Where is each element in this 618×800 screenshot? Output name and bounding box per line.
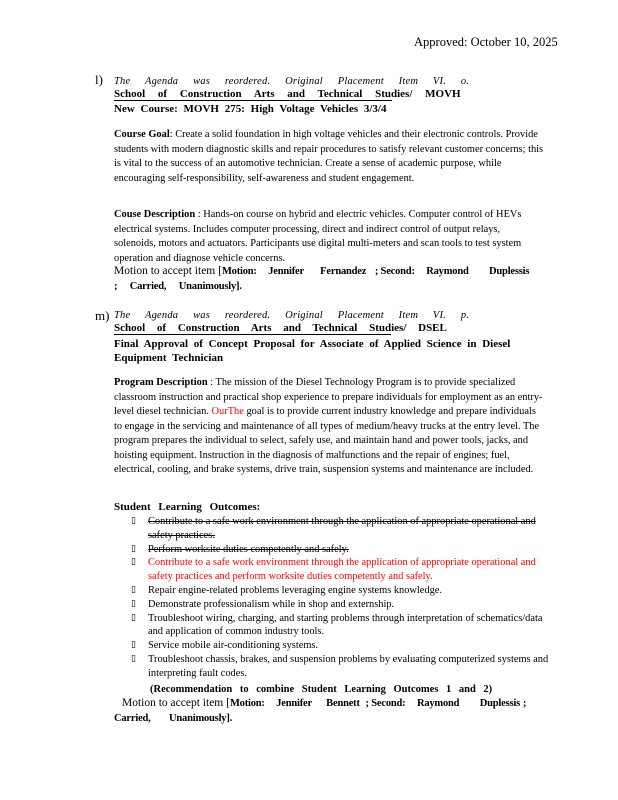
slo-text: Contribute to a safe work environment through the application of appropriate operational and safety practices and perform worksite duties competently and safely.	[148, 557, 536, 583]
slo-text: Contribute to a safe work environment through the application of appropriate operational and safety practices.	[148, 516, 536, 541]
motion-label: Motion:	[229, 698, 265, 709]
inserted-text: Our	[211, 406, 228, 417]
slo-item-deleted	[114, 515, 554, 543]
slo-heading: Student Learning Outcomes:	[114, 501, 261, 513]
slo-item	[114, 584, 554, 598]
bullet-icon: ▯	[131, 598, 136, 609]
item-marker-m: m)	[95, 308, 110, 323]
motion-mover: Jennifer Fernandez	[268, 266, 367, 277]
agenda-note-text: The Agenda was reordered. Original Placement Item VI. o.	[114, 76, 470, 87]
program-description-label: Program Description	[114, 377, 208, 388]
course-description-text: : Hands-on course on hybrid and electric vehicles. Computer control of HEVs electrical systems. Includes computer processing, direct and indirect control of output relays, solenoids, motors and actuators. Participants use digital multi-meters and scan tools to test system operation and diagnose vehicle concerns.	[114, 209, 522, 264]
motion-m	[114, 696, 534, 726]
bullet-icon: ▯	[131, 612, 136, 623]
slo-text: Repair engine-related problems leveraging engine systems knowledge.	[148, 584, 443, 596]
slo-item-deleted	[114, 543, 554, 557]
school-line-m: School of Construction Arts and Technical Studies/ DSEL	[114, 322, 447, 334]
agenda-note-m: The Agenda was reordered. Original Placement Item VI. p.	[114, 310, 470, 321]
slo-item	[114, 653, 554, 681]
bullet-icon: ▯	[131, 557, 136, 568]
course-goal	[114, 128, 544, 186]
course-title: New Course: MOVH 275: High Voltage Vehicles 3/3/4	[114, 103, 387, 115]
bullet-icon: ▯	[131, 640, 136, 651]
motion-result: ; Carried, Unanimously].	[114, 281, 242, 292]
program-description	[114, 376, 544, 478]
slo-text: Troubleshoot chassis, brakes, and suspension problems by evaluating computerized systems and interpreting fault codes.	[148, 653, 549, 679]
proposal-title: Final Approval of Concept Proposal for Associate of Applied Science in Diesel Equipment Technician	[114, 338, 511, 364]
course-description-label: Couse Description	[114, 209, 196, 220]
program-description-text-cont: goal is to provide current industry knowledge and prepare individuals to engage in the servicing and maintenance of all types of medium/heavy trucks at the entry level. The program prepares the individual to select, safely use, and maintain hand and power tools, jacks, and hoisting equipment. Instruction in the diagnosis of malfunctions and the repair of engines; fuel, electrical, cooling, and brake systems, drive train, suspension systems and maintenance are included.	[114, 406, 540, 475]
approval-date: Approved: October 10, 2025	[414, 35, 558, 49]
course-goal-text: : Create a solid foundation in high voltage vehicles and their electronic controls. Provide students with modern diagnostic skills and repair procedures to satisfy relevant customer concerns; this is vital to the success of an automotive technician. Create a sense of academic purpose, while encouraging self-responsibility, self-awareness and student engagement.	[114, 129, 544, 184]
slo-text: Troubleshoot wiring, charging, and starting problems through interpretation of schematics/data and application of common industry tools.	[148, 612, 543, 638]
slo-item	[114, 598, 554, 612]
second-label: ; Second:	[365, 698, 406, 709]
course-goal-label: Course Goal	[114, 129, 170, 140]
slo-item	[114, 639, 554, 653]
bullet-icon: ▯	[131, 584, 136, 595]
second-label: ; Second:	[374, 266, 415, 277]
course-description	[114, 208, 544, 266]
motion-label: Motion:	[221, 266, 257, 277]
motion-l	[114, 264, 534, 294]
program-description-text: : The mission of the Diesel Technology Program is to provide specialized classroom instruction and practical shop experience to prepare individuals for employment as an entry-level diesel technician.	[114, 377, 543, 417]
slo-item	[114, 612, 554, 640]
motion-result: ; Carried, Unanimously].	[114, 698, 527, 724]
motion-seconder: Raymond Duplessis	[416, 698, 520, 709]
motion-prefix: Motion to accept item [	[114, 265, 222, 277]
bullet-icon: ▯	[131, 653, 136, 664]
motion-seconder: Raymond Duplessis	[426, 266, 530, 277]
slo-text: Perform worksite duties competently and safely.	[148, 543, 349, 555]
bullet-icon: ▯	[131, 543, 136, 554]
agenda-note-l	[114, 76, 470, 87]
recommendation-note: (Recommendation to combine Student Learning Outcomes 1 and 2)	[150, 684, 493, 695]
motion-mover: Jennifer Bennett	[276, 698, 360, 709]
school-line-l: School of Construction Arts and Technical Studies/ MOVH	[114, 88, 461, 100]
motion-prefix: Motion to accept item [	[122, 697, 230, 709]
deleted-text: The	[227, 406, 244, 417]
bullet-icon: ▯	[131, 516, 136, 526]
slo-text: Demonstrate professionalism while in shop and externship.	[148, 598, 395, 610]
slo-list	[114, 515, 554, 681]
slo-item-inserted	[114, 556, 554, 584]
slo-text: Service mobile air-conditioning systems.	[148, 640, 319, 652]
item-marker-l: l)	[95, 72, 103, 87]
